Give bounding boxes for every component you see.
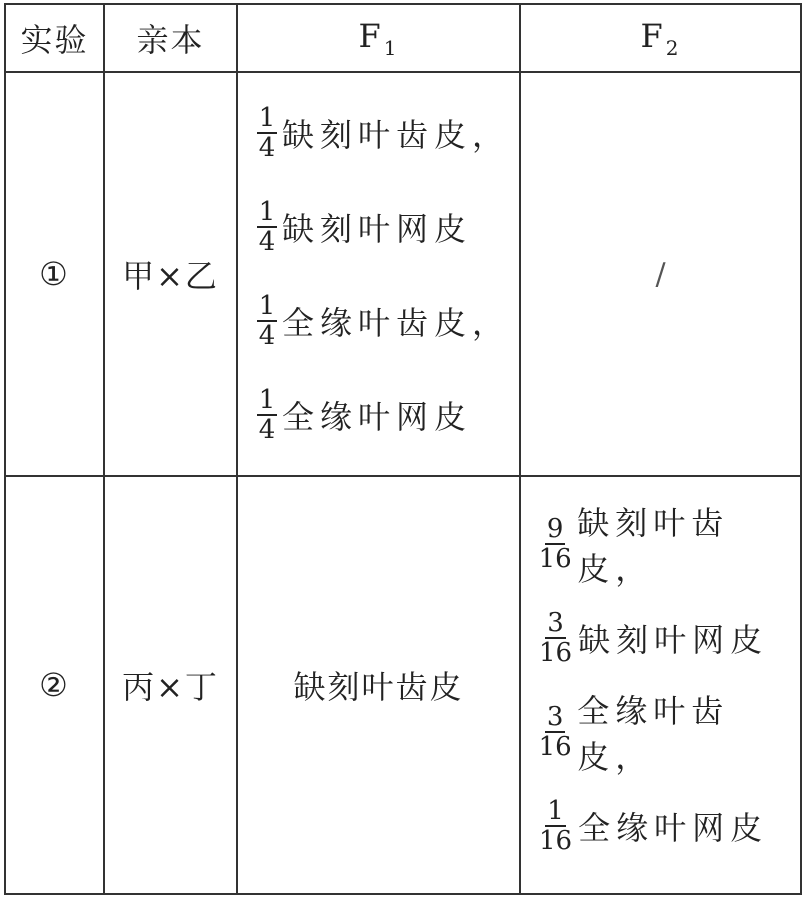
experiment-cell: ②: [5, 476, 104, 894]
f2-cell: [520, 476, 801, 894]
ratio-line: $\frac{1}{4}$ 缺刻叶网皮: [256, 189, 519, 265]
ratio-line: $\frac{9}{16}$ 缺刻叶齿皮，: [538, 504, 730, 588]
ratio-line: $\frac{3}{16}$ 缺刻叶网皮: [539, 608, 769, 668]
fraction: $\frac{3}{16}$: [539, 608, 573, 668]
table-row: [5, 476, 801, 894]
ratio-line: $\frac{1}{4}$ 全缘叶网皮: [256, 377, 519, 453]
table-header-row: [5, 4, 801, 72]
experiment-cell: ①: [5, 72, 104, 476]
fraction: $\frac{3}{16}$: [538, 702, 572, 762]
ratio-line: $\frac{1}{4}$ 缺刻叶齿皮，: [256, 95, 519, 171]
fraction: $\frac{1}{4}$: [258, 197, 276, 257]
f1-cell: 缺刻叶齿皮: [237, 476, 520, 894]
header-parents: 亲本: [104, 4, 237, 72]
header-f2: $F_2$: [520, 4, 801, 72]
parents-cell: 丙×丁: [104, 476, 237, 894]
fraction: $\frac{1}{16}$: [539, 796, 573, 856]
header-experiment: 实验: [5, 4, 104, 72]
genetics-cross-table: [4, 3, 802, 895]
f1-cell: [237, 72, 520, 476]
f1-ratio-list: [238, 95, 519, 453]
ratio-line: $\frac{1}{4}$ 全缘叶齿皮，: [256, 283, 519, 359]
fraction: $\frac{1}{4}$: [258, 103, 276, 163]
parents-cell: 甲×乙: [104, 72, 237, 476]
ratio-line: $\frac{3}{16}$ 全缘叶齿皮，: [538, 692, 730, 776]
fraction: $\frac{1}{4}$: [258, 385, 276, 445]
fraction: $\frac{1}{4}$: [258, 291, 276, 351]
f2-ratio-list: [521, 506, 800, 864]
f2-cell: /: [520, 72, 801, 476]
ratio-line: $\frac{1}{16}$ 全缘叶网皮: [539, 796, 769, 856]
fraction: $\frac{9}{16}$: [538, 514, 572, 574]
header-f1: $F_1$: [237, 4, 520, 72]
table-row: [5, 72, 801, 476]
